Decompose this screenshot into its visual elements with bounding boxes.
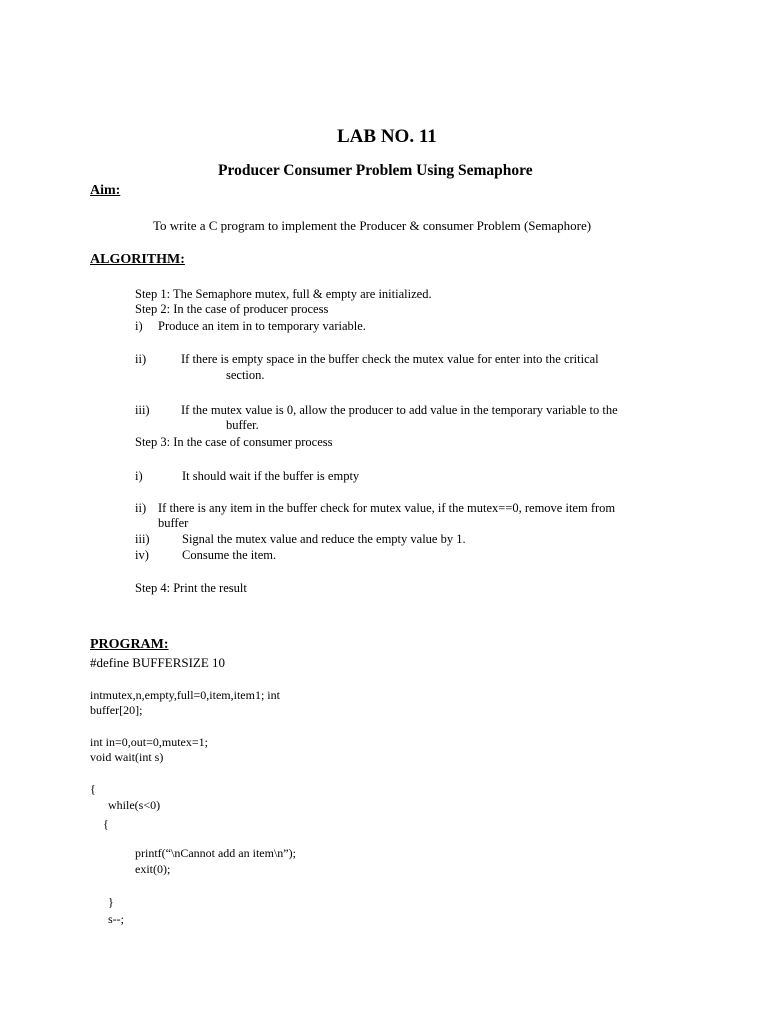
step2-item-ii-text-line2: section. [226, 368, 265, 382]
code-line-declarations: intmutex,n,empty,full=0,item,item1; int [90, 688, 280, 702]
step2-item-i-text: Produce an item in to temporary variable. [158, 319, 366, 333]
code-line-open-brace: { [90, 782, 96, 796]
program-heading: PROGRAM: [90, 637, 169, 652]
code-line-buffer: buffer[20]; [90, 703, 143, 717]
step2-item-ii-text-line1: If there is empty space in the buffer check the mutex value for enter into the critical [181, 352, 599, 366]
algorithm-step-3: Step 3: In the case of consumer process [135, 435, 333, 449]
aim-heading: Aim: [90, 183, 121, 198]
step3-item-ii-text-line1: If there is any item in the buffer check for mutex value, if the mutex==0, remove item from [158, 501, 616, 515]
page-subtitle: Producer Consumer Problem Using Semaphore [218, 162, 533, 179]
step3-item-ii-number: ii) [135, 501, 147, 515]
algorithm-step-4: Step 4: Print the result [135, 581, 247, 595]
page-title: LAB NO. 11 [337, 126, 437, 147]
step3-item-iii-number: iii) [135, 532, 150, 546]
step3-item-iv-number: iv) [135, 548, 149, 562]
code-line-globals: int in=0,out=0,mutex=1; [90, 735, 208, 749]
code-line-while: while(s<0) [108, 798, 161, 812]
code-line-wait-signature: void wait(int s) [90, 750, 164, 764]
code-line-printf: printf(“\nCannot add an item\n”); [135, 846, 296, 860]
step2-item-ii-number: ii) [135, 352, 147, 366]
aim-text: To write a C program to implement the Producer & consumer Problem (Semaphore) [153, 218, 592, 233]
step2-item-iii-text-line1: If the mutex value is 0, allow the producer to add value in the temporary variable to the [181, 403, 618, 417]
code-line-define: #define BUFFERSIZE 10 [90, 655, 226, 670]
code-line-while-brace: { [103, 817, 109, 831]
code-line-exit: exit(0); [135, 862, 171, 876]
step3-item-ii-text-line2: buffer [158, 516, 189, 530]
code-line-decrement: s--; [108, 912, 124, 926]
step2-item-iii-number: iii) [135, 403, 150, 417]
algorithm-step-2: Step 2: In the case of producer process [135, 302, 329, 316]
step3-item-i-text: It should wait if the buffer is empty [182, 469, 360, 483]
step3-item-iii-text: Signal the mutex value and reduce the empty value by 1. [182, 532, 466, 546]
step2-item-iii-text-line2: buffer. [226, 418, 259, 432]
algorithm-step-1: Step 1: The Semaphore mutex, full & empty are initialized. [135, 287, 432, 301]
step2-item-i-number: i) [135, 319, 143, 333]
code-line-close-brace: } [108, 895, 114, 909]
step3-item-i-number: i) [135, 469, 143, 483]
algorithm-heading: ALGORITHM: [90, 252, 185, 267]
step3-item-iv-text: Consume the item. [182, 548, 277, 562]
